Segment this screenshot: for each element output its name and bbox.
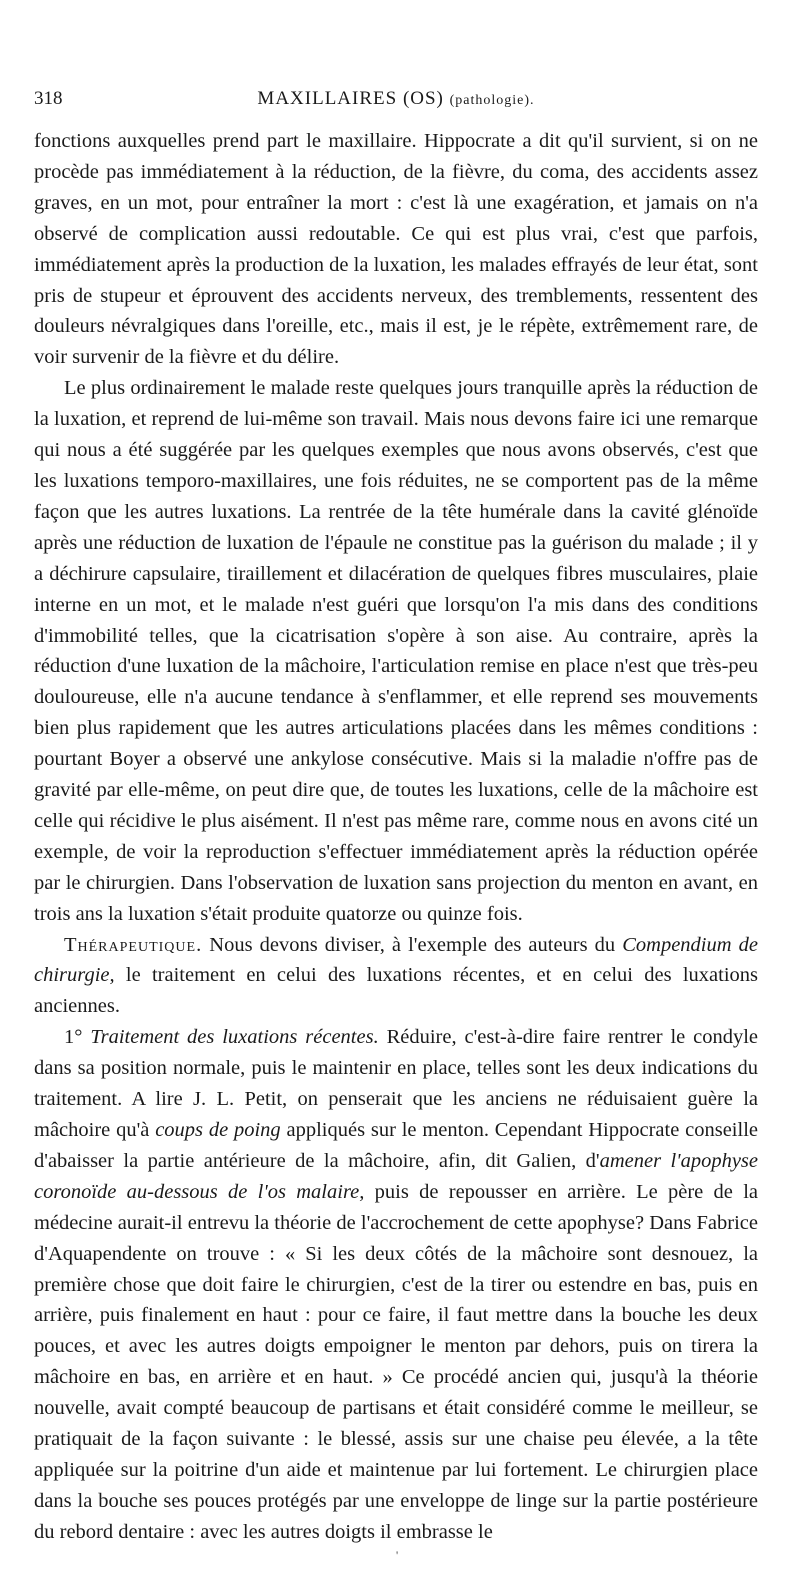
section-lead-therapeutique: Thérapeutique.: [64, 933, 203, 956]
running-title-main: MAXILLAIRES (OS): [257, 88, 444, 109]
page-header: [34, 88, 758, 122]
paragraph-4-italic-apophyse: amener l'apophyse coronoïde au-dessous de l'os malaire,: [34, 1149, 758, 1203]
paragraph-4-text-1: Réduire, c'est-à-dire faire rentrer le condyle dans sa position normale, puis le maintenir en place, telles sont les deux indications du traitement. A lire J. L. Petit, on penserait que les anciens ne réduisaient guère la mâchoire qu'à: [34, 1026, 758, 1141]
paragraph-3-text-2: le traitement en celui des luxations récentes, et en celui des luxations anciennes.: [34, 964, 758, 1018]
paragraph-4-italic-coups-de-poing: coups de poing: [155, 1119, 281, 1141]
paragraph-1: fonctions auxquelles prend part le maxillaire. Hippocrate a dit qu'il survient, si on ne procède pas immédiatement à la réduction, de la fièvre, du coma, des accidents assez graves, en un mot, pour entraîner la mort : c'est là une exagération, et jamais on n'a observé de complication aussi redoutable. Ce qui est plus vrai, c'est que parfois, immédiatement après la production de la luxation, les malades effrayés de leur état, sont pris de stupeur et éprouvent des accidents nerveux, des tremblements, ressentent des douleurs névralgiques dans l'oreille, etc., mais il est, je le répète, extrêmement rare, de voir survenir de la fièvre et du délire.: [34, 130, 758, 369]
page-number: 318: [34, 88, 63, 109]
paragraph-therapeutique: [34, 930, 758, 1023]
paragraph-4-text-3: puis de repousser en arrière. Le père de la médecine aurait-il entrevu la théorie de l'accrochement de cette apophyse? Dans Fabrice d'Aquapendente on trouve : « Si les deux côtés de la mâchoire sont desnouez, la première chose que doit faire le chirurgien, c'est de la tirer ou estendre en bas, puis en arrière, puis finalement en haut : pour ce faire, il faut mettre dans la bouche les deux pouces, et avec les autres doigts empoigner le menton par dehors, puis on tirera la mâchoire en bas, en arrière et en haut. » Ce procédé ancien qui, jusqu'à la théorie nouvelle, avait compté beaucoup de partisans et était considéré comme le meilleur, se pratiquait de la façon suivante : le blessé, assis sur une chaise peu élevée, a la tête appliquée sur la poitrine d'un aide et maintenue par lui fortement. Le chirurgien place dans la bouche ses pouces protégés par une enveloppe de linge sur la partie postérieure du rebord dentaire : avec les autres doigts il embrasse le: [34, 1180, 758, 1543]
paragraph-traitement-recentes: [34, 1022, 758, 1547]
running-title-subtitle: (pathologie).: [449, 93, 535, 108]
running-title: [74, 88, 758, 110]
footer-mark: ': [396, 1548, 399, 1562]
paragraph-3-italic-compendium: Compendium de chirurgie,: [34, 933, 758, 987]
paragraph-4-number: 1°: [64, 1026, 91, 1049]
paragraph-4-heading: Traitement des luxations récentes.: [90, 1026, 379, 1049]
paragraph-4-text-2: appliqués sur le menton. Cependant Hippocrate conseille d'abaisser la partie antérieure de la mâchoire, afin, dit Galien, d': [34, 1119, 758, 1172]
body-text: [34, 126, 758, 1548]
paragraph-3-text-1: Nous devons diviser, à l'exemple des auteurs du: [202, 933, 623, 956]
paragraph-2: Le plus ordinairement le malade reste quelques jours tranquille après la réduction de la luxation, et reprend de lui-même son travail. Mais nous devons faire ici une remarque qui nous a été suggérée par les quelques exemples que nous avons observés, c'est que les luxations temporo-maxillaires, une fois réduites, ne se comportent pas de la même façon que les autres luxations. La rentrée de la tête humérale dans la cavité glénoïde après une réduction de luxation de l'épaule ne constitue pas la guérison du malade ; il y a déchirure capsulaire, tiraillement et dilacération de quelques fibres musculaires, plaie interne en un mot, et le malade n'est guéri que lorsqu'on l'a mis dans des conditions d'immobilité telles, que la cicatrisation s'opère à son aise. Au contraire, après la réduction d'une luxation de la mâchoire, l'articulation remise en place n'est que très-peu douloureuse, elle n'a aucune tendance à s'enflammer, et elle reprend ses mouvements bien plus rapidement que les autres articulations placées dans les mêmes conditions : pourtant Boyer a observé une ankylose consécutive. Mais si la maladie n'offre pas de gravité par elle-même, on peut dire que, de toutes les luxations, celle de la mâchoire est celle qui récidive le plus aisément. Il n'est pas même rare, comme nous en avons cité un exemple, de voir la reproduction s'effectuer immédiatement après la réduction opérée par le chirurgien. Dans l'observation de luxation sans projection du menton en avant, en trois ans la luxation s'était produite quatorze ou quinze fois.: [34, 377, 758, 925]
